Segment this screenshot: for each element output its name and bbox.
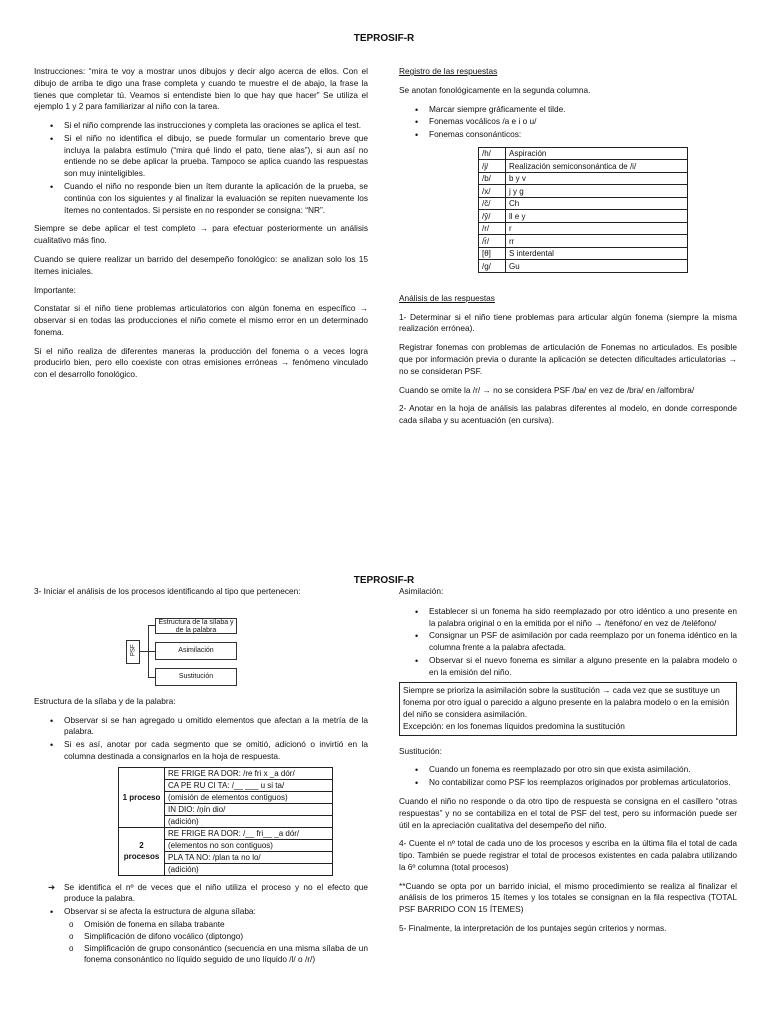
priority-note-box xyxy=(399,682,737,735)
phoneme-symbol: /r̄/ xyxy=(479,235,506,248)
psf-diagram xyxy=(34,604,368,686)
list-item: • Fonemas consonánticos: xyxy=(399,129,737,141)
registrar-paragraph: Registrar fonemas con problemas de articulación de Fonemas no articulados. Es posible que por información previa o durante la aplicación se detecten dificultades articulatorias → no se consideran PSF. xyxy=(399,342,737,376)
page-title: TEPROSIF-R xyxy=(353,575,415,586)
determinar-paragraph: 1- Determinar si el niño tiene problemas para articular algún fonema (siempre la misma realización errónea). xyxy=(399,311,737,334)
page-2 xyxy=(0,560,768,1024)
sub-list-item: o Simplificación de difono vocálico (diptongo) xyxy=(64,931,368,943)
table-row xyxy=(479,260,688,273)
phoneme-description: r xyxy=(506,222,688,235)
list-item: • Establecer si un fonema ha sido reemplazado por otro idéntico a uno presente en la palabra original o en la emitida por el niño → /tenéfono/ en vez de /teléfono/ xyxy=(399,606,737,630)
phoneme-symbol: [θ] xyxy=(479,247,506,260)
list-item: • Si el niño no identifica el dibujo, se puede formular un comentario breve que incluya la palabra estímulo (“mira qué lindo el pato, tiene alas”), si aun así no entiende no se debe aplicar la prueba. Tampoco se aplica cuando las respuestas son muy ininteligibles. xyxy=(34,133,368,180)
diagram-connector xyxy=(140,651,148,652)
process-count-label: 2 procesos xyxy=(119,827,165,875)
table-row xyxy=(479,185,688,198)
final-paragraph: 5- Finalmente, la interpretación de los puntajes según criterios y normas. xyxy=(399,922,667,933)
list-item: • Consignar un PSF de asimilación por cada reemplazo por un fonema idéntico en la columna frente a la palabra afectada. xyxy=(399,630,737,654)
diagram-connector xyxy=(148,651,155,652)
left-column xyxy=(34,66,368,388)
list-item: • Fonemas vocálicos /a e i o u/ xyxy=(399,116,737,128)
process-example: RE FRIGE RA DOR: /__ fri__ _a dór/ xyxy=(165,827,333,839)
table-row xyxy=(119,827,333,839)
arrow-item-text: Se identifica el nº de veces que el niño utiliza el proceso y no el efecto que produce la palabra. xyxy=(64,881,368,904)
instructions-paragraph: Instrucciones: “mira te voy a mostrar unos dibujos y decir algo acerca de ellos. Con el dibujo de arriba te digo una frase completa y cuando te muestre el de abajo, la frase la tienes que completar tú. Veamos si entendiste bien lo que hay que hacer” Se utiliza el ejemplo 1 y 2 para familiarizar al niño con la tarea. xyxy=(34,66,368,112)
phoneme-symbol: /b/ xyxy=(479,172,506,185)
cuente-paragraph: 4- Cuente el nº total de cada uno de los procesos y escriba en la última fila el total de cada tipo. También se puede registrar el total de procesos existentes en cada palabra utilizando la 6º columna (total procesos) xyxy=(399,838,737,872)
instruction-bullets xyxy=(34,120,368,216)
phoneme-symbol: /j/ xyxy=(479,160,506,173)
phoneme-description: b y v xyxy=(506,172,688,185)
realiza-paragraph: Si el niño realiza de diferentes maneras la producción del fonema o a veces logra producirlo bien, pero ello coexiste con otras emisiones erróneas → fenómeno vinculado con el desarrollo fonológico. xyxy=(34,345,368,380)
table-row xyxy=(479,247,688,260)
complete-test-paragraph: Siempre se debe aplicar el test completo → para efectuar posteriormente un análisis cualitativo más fino. xyxy=(34,223,368,246)
asimilacion-bullets xyxy=(399,606,737,679)
list-item: • Observar si se han agregado u omitido elementos que afectan a la metría de la palabra. xyxy=(34,715,368,739)
phoneme-description: ll e y xyxy=(506,210,688,223)
list-item: • Marcar siempre gráficamente el tilde. xyxy=(399,104,737,116)
left-column xyxy=(34,586,368,966)
process-example: (adición) xyxy=(165,863,333,875)
diagram-node-sustitucion: Sustitución xyxy=(155,668,237,686)
diagram-connector xyxy=(148,677,155,678)
list-item: • Si es así, anotar por cada segmento que se omitió, adicionó o invirtió en la columna destinada a consignarlos en la hoja de respuesta. xyxy=(34,739,368,763)
phoneme-description: Gu xyxy=(506,260,688,273)
table-row xyxy=(479,197,688,210)
sustitucion-bullets xyxy=(399,764,737,789)
list-item: • Cuando el niño no responde bien un ítem durante la aplicación de la prueba, se continúa con los siguientes y al finalizar la evaluación se repiten nuevamente los ítemes no contentados. Si persiste en no responder se consigna: “NR”. xyxy=(34,181,368,216)
psf-root-label: PSF xyxy=(130,644,137,656)
phoneme-symbol: /ŷ/ xyxy=(479,210,506,223)
phoneme-description: j y g xyxy=(506,185,688,198)
phoneme-symbol: /g/ xyxy=(479,260,506,273)
table-row xyxy=(479,210,688,223)
sustitucion-heading: Sustitución: xyxy=(399,745,442,756)
process-count-label: 1 proceso xyxy=(119,767,165,827)
psf-root-box xyxy=(126,640,140,664)
syllable-sub-list xyxy=(64,919,368,966)
process-example: PLA TA NO: /plan ta no lo/ xyxy=(165,851,333,863)
table-row xyxy=(479,160,688,173)
phoneme-symbol: /x/ xyxy=(479,185,506,198)
sub-list-item: o Simplificación de grupo consonántico (secuencia en una misma sílaba de un fonema consonántico no líquido seguido de uno líquido /l/ o /r/) xyxy=(64,943,368,967)
asimilacion-heading: Asimilación: xyxy=(399,586,444,596)
process-example: (adición) xyxy=(165,815,333,827)
arrow-icon: ➔ xyxy=(48,881,55,892)
table-row xyxy=(479,147,688,160)
priority-note-text: Siempre se prioriza la asimilación sobre la sustitución → cada vez que se sustituye un fonema por otro igual o parecido a alguno presente en la palabra modelo o en la emisión del niño se considera asimilación. xyxy=(403,685,730,720)
phoneme-description: Ch xyxy=(506,197,688,210)
phoneme-symbol: /h/ xyxy=(479,147,506,160)
process-table xyxy=(118,767,333,876)
phoneme-symbol: /č/ xyxy=(479,197,506,210)
process-example: (elementos no son contiguos) xyxy=(165,839,333,851)
anotar-paragraph: 2- Anotar en la hoja de análisis las palabras diferentes al modelo, en donde corresponde cada sílaba y su acentuación (en cursiva). xyxy=(399,403,737,426)
table-row xyxy=(479,172,688,185)
estructura-heading: Estructura de la sílaba y de la palabra: xyxy=(34,695,176,706)
list-item: • No contabilizar como PSF los reemplazos originados por problemas articulatorios. xyxy=(399,777,737,789)
phoneme-description: S interdental xyxy=(506,247,688,260)
process-example: RE FRIGE RA DOR: /re fri x _a dór/ xyxy=(165,767,333,779)
table-row xyxy=(479,222,688,235)
phoneme-symbol: /r/ xyxy=(479,222,506,235)
phoneme-description: rr xyxy=(506,235,688,248)
process-example: CA PE RU CI TA: /__ ___ u si ta/ xyxy=(165,779,333,791)
registro-intro: Se anotan fonológicamente en la segunda columna. xyxy=(399,84,591,95)
priority-note-exception: Excepción: en los fonemas líquidos predomina la sustitución xyxy=(403,720,625,731)
analisis-heading: Análisis de las respuestas xyxy=(399,292,495,303)
barrido-paragraph: Cuando se quiere realizar un barrido del desempeño fonológico: se analizan solo los 15 ítemes iniciales. xyxy=(34,253,368,276)
estructura-bullets xyxy=(34,715,368,763)
no-responde-paragraph: Cuando el niño no responde o da otro tipo de respuesta se consigna en el casillero “otras respuestas” y no se contabiliza en el total de PSF del test, pero su información puede ser útil en la apreciación cualitativa del desempeño del niño. xyxy=(399,795,737,830)
sub-list-item: o Omisión de fonema en sílaba trabante xyxy=(64,919,368,931)
list-item: • Cuando un fonema es reemplazado por otro sin que exista asimilación. xyxy=(399,764,737,776)
right-column xyxy=(399,586,737,942)
registro-bullets xyxy=(399,104,737,141)
table-row xyxy=(119,767,333,779)
diagram-node-estructura: Estructura de la sílaba y de la palabra xyxy=(155,618,237,634)
list-item: • Si el niño comprende las instrucciones y completa las oraciones se aplica el test. xyxy=(34,120,368,132)
process-example: IN DIO: /ņín dio/ xyxy=(165,803,333,815)
diagram-connector xyxy=(148,625,155,626)
table-row xyxy=(479,235,688,248)
phoneme-description: Aspiración xyxy=(506,147,688,160)
registro-heading: Registro de las respuestas xyxy=(399,66,498,76)
omite-paragraph: Cuando se omite la /r/ → no se considera PSF /ba/ en vez de /bra/ en /alfombra/ xyxy=(399,384,695,395)
list-item: • Observar si se afecta la estructura de alguna sílaba: xyxy=(34,906,368,918)
process-example: (omisión de elementos contiguos) xyxy=(165,791,333,803)
important-heading: Importante: xyxy=(34,284,76,295)
barrido-note-paragraph: **Cuando se opta por un barrido inicial, el mismo procedimiento se realiza al finalizar el análisis de los primeros 15 ítemes y los totales se consignan en la fila respectiva (TOTAL PSF BARRIDO CON 15 ÍTEMES) xyxy=(399,880,737,915)
page-title: TEPROSIF-R xyxy=(353,33,415,44)
observar-bullets xyxy=(34,906,368,918)
right-column xyxy=(399,66,737,434)
consonant-table xyxy=(478,147,688,273)
list-item xyxy=(34,882,368,906)
phoneme-description: Realización semiconsonántica de /i/ xyxy=(506,160,688,173)
list-item: • Observar si el nuevo fonema es similar a alguno presente en la palabra modelo o en la emisión del niño. xyxy=(399,655,737,679)
iniciar-paragraph: 3- Iniciar el análisis de los procesos identificando al tipo que pertenecen: xyxy=(34,586,301,596)
diagram-node-asimilacion: Asimilación xyxy=(155,642,237,660)
constatar-paragraph: Constatar si el niño tiene problemas articulatorios con algún fonema en específico → observar si en todas las producciones el niño comete el mismo error en un determinado fonema. xyxy=(34,303,368,337)
